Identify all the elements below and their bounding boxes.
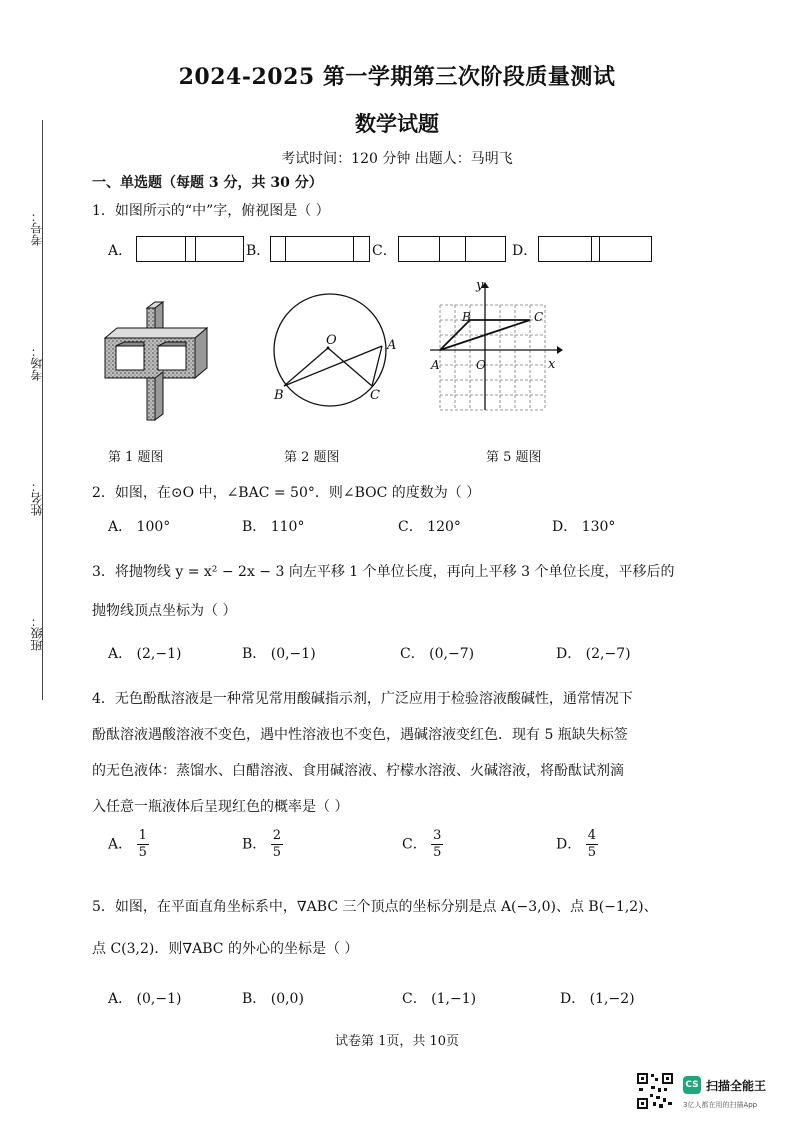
fig1-caption: 第 1 题图 bbox=[108, 450, 164, 465]
q4-option-d-denominator: 5 bbox=[587, 845, 596, 860]
q4-option-a-fraction bbox=[137, 828, 149, 861]
q2-stem: 2．如图，在⊙O 中，∠BAC = 50°．则∠BOC 的度数为（ ） bbox=[92, 485, 481, 501]
fig5-caption: 第 5 题图 bbox=[486, 450, 542, 465]
q1-option-c-figure bbox=[398, 236, 506, 262]
q5-line1: 5．如图，在平面直角坐标系中，∇ABC 三个顶点的坐标分别是点 A(−3,0)、点 B(−1,2)、 bbox=[92, 899, 658, 915]
margin-label-name: 姓名： bbox=[30, 480, 44, 516]
q5-line2: 点 C(3,2)．则∇ABC 的外心的坐标是（ ） bbox=[92, 941, 359, 957]
q3-stem-line1: 3．将抛物线 y = x² − 2x − 3 向左平移 1 个单位长度，再向上平移 3 个单位长度，平移后的 bbox=[92, 564, 675, 580]
q5-option-c[interactable]: C． (1,−1) bbox=[402, 991, 477, 1007]
q4-option-c-denominator: 5 bbox=[433, 845, 442, 860]
q3-option-b[interactable]: B． (0,−1) bbox=[242, 646, 316, 662]
q4-option-a-numerator: 1 bbox=[138, 828, 147, 843]
q1-option-d-figure bbox=[538, 236, 652, 262]
q4-option-c-numerator: 3 bbox=[433, 828, 442, 843]
q5-option-b[interactable]: B． (0,0) bbox=[242, 991, 304, 1007]
fig2-label-a: A bbox=[387, 338, 397, 353]
q3-option-c[interactable]: C． (0,−7) bbox=[400, 646, 475, 662]
fig5-label-o: O bbox=[476, 358, 486, 372]
camscanner-tagline: 3亿人都在用的扫描App bbox=[683, 1101, 758, 1109]
q4-option-b-label: B． bbox=[242, 836, 267, 853]
q1-stem: 1．如图所示的“中”字，俯视图是（ ） bbox=[92, 203, 330, 219]
q4-option-d[interactable] bbox=[556, 828, 598, 861]
fig2-caption: 第 2 题图 bbox=[284, 450, 340, 465]
q2-option-b[interactable]: B． 110° bbox=[242, 519, 305, 535]
q5-option-d[interactable]: D． (1,−2) bbox=[560, 991, 635, 1007]
q4-option-b-fraction bbox=[271, 828, 283, 861]
q3-option-a[interactable]: A． (2,−1) bbox=[108, 646, 182, 662]
exam-subject: 数学试题 bbox=[355, 111, 439, 136]
q4-option-a-denominator: 5 bbox=[138, 845, 147, 860]
q3-option-d[interactable]: D． (2,−7) bbox=[556, 646, 631, 662]
q4-line1: 4．无色酚酞溶液是一种常见常用酸碱指示剂，广泛应用于检验溶液酸碱性，通常情况下 bbox=[92, 691, 633, 707]
section-title: 一、单选题（每题 3 分，共 30 分） bbox=[92, 175, 323, 191]
q1-option-c[interactable]: C． bbox=[372, 243, 397, 259]
q1-option-a[interactable]: A． bbox=[108, 243, 133, 259]
margin-label-class: 班级： bbox=[30, 615, 44, 651]
margin-label-exam-number: 考号： bbox=[30, 210, 44, 246]
exam-title: 2024-2025 第一学期第三次阶段质量测试 bbox=[178, 64, 616, 90]
q1-option-b-figure bbox=[270, 236, 370, 262]
fig2-label-o: O bbox=[326, 333, 337, 348]
q1-option-b[interactable]: B． bbox=[246, 243, 271, 259]
fig5-label-c: C bbox=[534, 310, 544, 324]
fig2-label-b: B bbox=[274, 388, 284, 403]
exam-meta: 考试时间：120 分钟 出题人：马明飞 bbox=[281, 151, 513, 167]
q4-line4: 入任意一瓶液体后呈现红色的概率是（ ） bbox=[92, 799, 349, 815]
q4-option-d-fraction bbox=[586, 828, 598, 861]
q4-option-c[interactable] bbox=[402, 828, 443, 861]
fig5-label-a: A bbox=[431, 358, 440, 372]
q4-option-c-fraction bbox=[431, 828, 443, 861]
q4-option-d-numerator: 4 bbox=[587, 828, 596, 843]
fig5-coordinate-grid bbox=[425, 280, 565, 415]
q4-option-b-numerator: 2 bbox=[272, 828, 282, 843]
q1-option-d[interactable]: D． bbox=[512, 243, 538, 259]
q4-option-b-denominator: 5 bbox=[272, 845, 282, 860]
q4-line2: 酚酞溶液遇酸溶液不变色，遇中性溶液也不变色，遇碱溶液变红色．现有 5 瓶缺失标签 bbox=[92, 727, 628, 743]
qr-code-icon bbox=[636, 1072, 674, 1110]
q4-option-d-label: D． bbox=[556, 836, 582, 853]
q1-option-a-figure bbox=[136, 236, 244, 262]
q4-option-a-label: A． bbox=[108, 836, 133, 853]
q3-stem-line2: 抛物线顶点坐标为（ ） bbox=[92, 603, 237, 619]
q2-option-a[interactable]: A． 100° bbox=[108, 519, 171, 535]
fig2-label-c: C bbox=[370, 388, 380, 403]
q4-option-a[interactable] bbox=[108, 828, 149, 861]
q2-option-d[interactable]: D． 130° bbox=[552, 519, 616, 535]
camscanner-logo-icon: CS bbox=[683, 1076, 701, 1094]
page-footer: 试卷第 1页，共 10页 bbox=[334, 1034, 460, 1049]
q2-option-c[interactable]: C． 120° bbox=[398, 519, 461, 535]
camscanner-name: 扫描全能王 bbox=[706, 1079, 767, 1093]
q4-option-b[interactable] bbox=[242, 828, 283, 861]
q4-option-c-label: C． bbox=[402, 836, 427, 853]
margin-label-exam-room: 考场： bbox=[30, 345, 44, 381]
fig5-label-x: x bbox=[548, 357, 556, 372]
fig1-zhong-solid bbox=[100, 300, 215, 425]
binding-line bbox=[42, 120, 43, 700]
fig5-label-y: y bbox=[476, 278, 484, 293]
q5-option-a[interactable]: A． (0,−1) bbox=[108, 991, 182, 1007]
fig5-label-b: B bbox=[462, 310, 471, 324]
q4-line3: 的无色液体：蒸馏水、白醋溶液、食用碱溶液、柠檬水溶液、火碱溶液，将酚酞试剂滴 bbox=[92, 763, 624, 779]
